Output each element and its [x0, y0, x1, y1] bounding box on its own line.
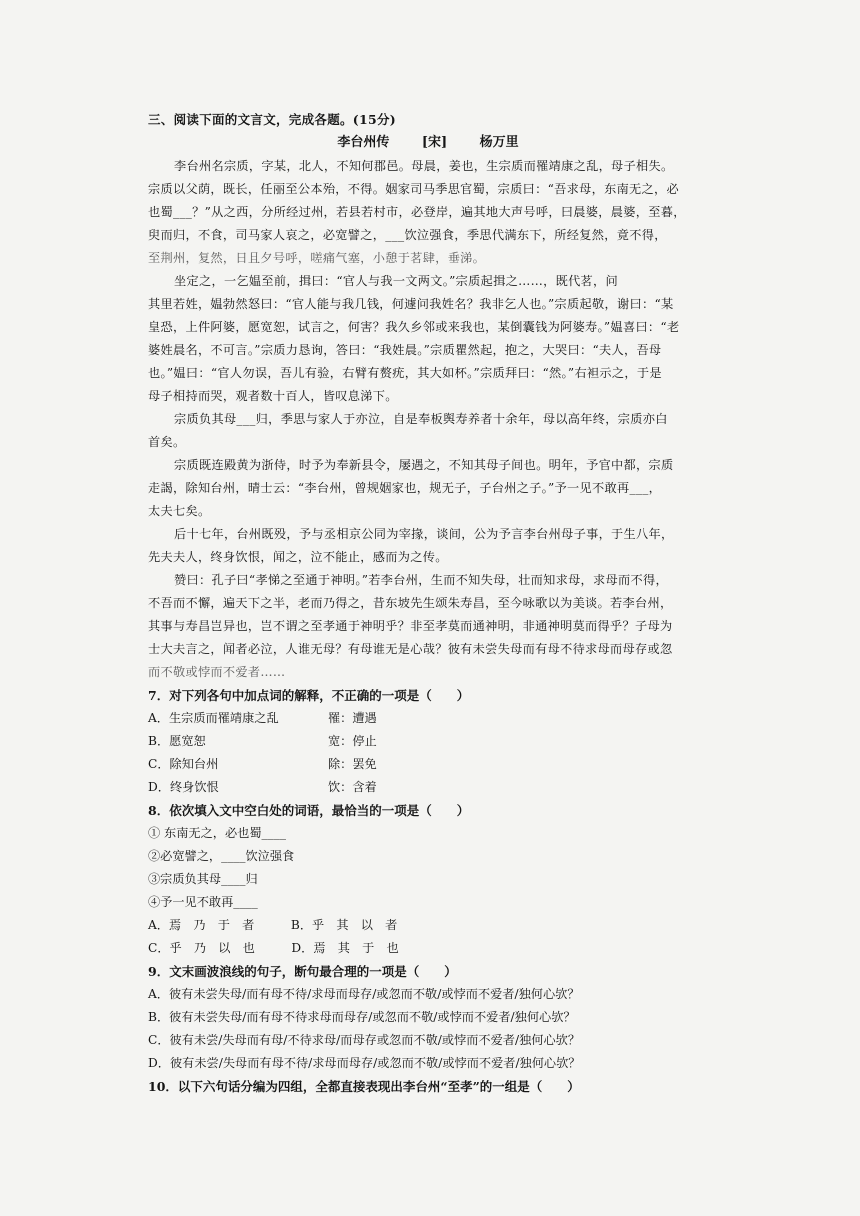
question-9-option: C．彼有未尝/失母而有母/不待求母/而母存或忽而不敬/或悖而不爱者/独何心欤？ — [148, 1033, 581, 1047]
passage-body — [148, 155, 708, 684]
passage-line: 皇恐，上件阿婆，愿宽恕，试言之，何害？我久乡邻或来我也，某倒囊钱为阿婆寿。”媪喜曰：“老 — [148, 320, 680, 334]
passage-line: 也蜀___？”从之西，分所经过州，若县若村市，必登岸，遍其地大声号呼，曰晨婆，晨婆，至暮， — [148, 205, 686, 219]
passage-line: 而不敬或悖而不爱者…… — [148, 665, 286, 679]
option-text: D．终身饮恨 — [148, 780, 219, 794]
option-text: C．除知台州 — [148, 757, 219, 771]
passage-line: 宗质以父荫，既长，任丽至公本殆，不得。姻家司马季思官蜀，宗质曰：“吾求母，东南无之，必 — [148, 182, 680, 196]
question-8-choice: C．乎 乃 以 也 D．焉 其 于 也 — [148, 941, 399, 955]
exam-sheet — [148, 108, 708, 1098]
passage-title-row — [148, 131, 708, 155]
passage-line: 不吾而不懈，遍天下之半，老而乃得之，昔东坡先生颂朱寿昌，至今咏歌以为美谈。若李台州， — [148, 596, 673, 610]
question-8-item: ④予一见不敢再____ — [148, 895, 258, 909]
passage-line: 其里若姓，媪勃然怒曰：“官人能与我几钱，何遽问我姓名？我非乞人也。”宗质起敬，谢曰：“某 — [148, 297, 674, 311]
passage-line: 坐定之，一乞媪至前，揖曰：“官人与我一文两文。”宗质起揖之……，既代茗，问 — [174, 274, 619, 288]
option-explanation: 罹：遭遇 — [328, 711, 377, 725]
passage-line: 婆姓晨名，不可言。”宗质力恳询，答曰：“我姓晨。”宗质瞿然起，抱之，大哭曰：“夫人，吾母 — [148, 343, 662, 357]
passage-line: 走謁，除知台州，晴士云：“李台州，曾规姻家也，规无子，子台州之子。”予一见不敢再___， — [148, 481, 662, 495]
passage-line: 太夫七矣。 — [148, 504, 211, 518]
option-text: B．愿宽恕 — [148, 734, 206, 748]
passage-line: 臾而归，不食，司马家人哀之，必宽譬之，___饮泣强食，季思代满东下，所经复然，竟不得， — [148, 228, 667, 242]
question-9-options — [148, 983, 708, 1075]
passage-line: 首矣。 — [148, 435, 186, 449]
passage-line: 至荆州，复然，日且夕号呼，嗟痛气塞，小憩于茗肆，垂涕。 — [148, 251, 486, 265]
passage-line: 先夫夫人，终身饮恨，闻之，泣不能止，感而为之传。 — [148, 550, 448, 564]
question-8-items — [148, 822, 708, 914]
question-8-item: ① 东南无之，必也蜀____ — [148, 826, 286, 840]
question-7-option — [148, 707, 708, 730]
question-7-option — [148, 730, 708, 753]
question-9-option: A．彼有未尝失母/而有母不待/求母而母存/或忽而不敬/或悖而不爱者/独何心欤？ — [148, 987, 580, 1001]
passage-title: 李台州传 — [337, 135, 390, 150]
question-8-choices — [148, 914, 708, 960]
question-9-stem: 9．文末画波浪线的句子，断句最合理的一项是（ ） — [148, 964, 457, 979]
option-explanation: 除：罢免 — [328, 757, 377, 771]
question-7-option — [148, 753, 708, 776]
passage-line: 后十七年，台州既殁，予与丞相京公同为宰掾，谈间，公为予言李台州母子事，于生八年， — [174, 527, 674, 541]
passage-line: 母子相持而哭，观者数十百人，皆叹息涕下。 — [148, 389, 398, 403]
question-10-stem: 10．以下六句话分编为四组，全都直接表现出李台州“至孝”的一组是（ ） — [148, 1079, 580, 1094]
question-7-options — [148, 707, 708, 799]
passage-author: [宋] 杨万里 — [421, 135, 519, 150]
passage-line: 也。”媪曰：“官人勿误，吾儿有验，右臂有赘疣，其大如杯。”宗质拜曰：“然。”右袒示之，于是 — [148, 366, 662, 380]
passage-line: 其事与寿昌岂异也，岂不谓之至孝通于神明乎？非至孝莫而通神明，非通神明莫而得乎？子母为 — [148, 619, 673, 633]
passage-line: 赞曰：孔子曰“孝悌之至通于神明。”若李台州，生而不知失母，壮而知求母，求母而不得， — [174, 573, 668, 587]
question-8-item: ③宗质负其母____归 — [148, 872, 258, 886]
question-7-stem: 7．对下列各句中加点词的解释，不正确的一项是（ ） — [148, 688, 470, 703]
passage-line: 宗质既连殿黄为浙侍，时予为奉新县令，屡遇之，不知其母子间也。明年，予官中都，宗质 — [174, 458, 674, 472]
question-9-option: B．彼有未尝失母/而有母不待求母而母存/或忽而不敬/或悖而不爱者/独何心欤？ — [148, 1010, 576, 1024]
passage-line: 宗质负其母___归，季思与家人于亦泣，自是奉板舆寿养者十余年，母以高年终，宗质亦白 — [174, 412, 668, 426]
passage-line: 士大夫言之，闻者必泣，人谁无母？有母谁无是心哉？彼有未尝失母而有母不待求母而母存或忽 — [148, 642, 673, 656]
option-explanation: 宽：停止 — [328, 734, 377, 748]
question-9-option: D．彼有未尝/失母而有母不待/求母而母存/或忽而不敬/或悖而不爱者/独何心欤？ — [148, 1056, 581, 1070]
section-heading: 三、阅读下面的文言文，完成各题。(15分) — [148, 112, 397, 127]
passage-line: 李台州名宗质，字某，北人，不知何郡邑。母晨，姜也，生宗质而罹靖康之乱，母子相失。 — [174, 159, 674, 173]
option-explanation: 饮：含着 — [328, 780, 377, 794]
question-7-option — [148, 776, 708, 799]
question-8-choice: A．焉 乃 于 者 B．乎 其 以 者 — [148, 918, 398, 932]
question-8-stem: 8．依次填入文中空白处的词语，最恰当的一项是（ ） — [148, 803, 470, 818]
option-text: A．生宗质而罹靖康之乱 — [148, 711, 279, 725]
question-8-item: ②必宽譬之，____饮泣强食 — [148, 849, 295, 863]
